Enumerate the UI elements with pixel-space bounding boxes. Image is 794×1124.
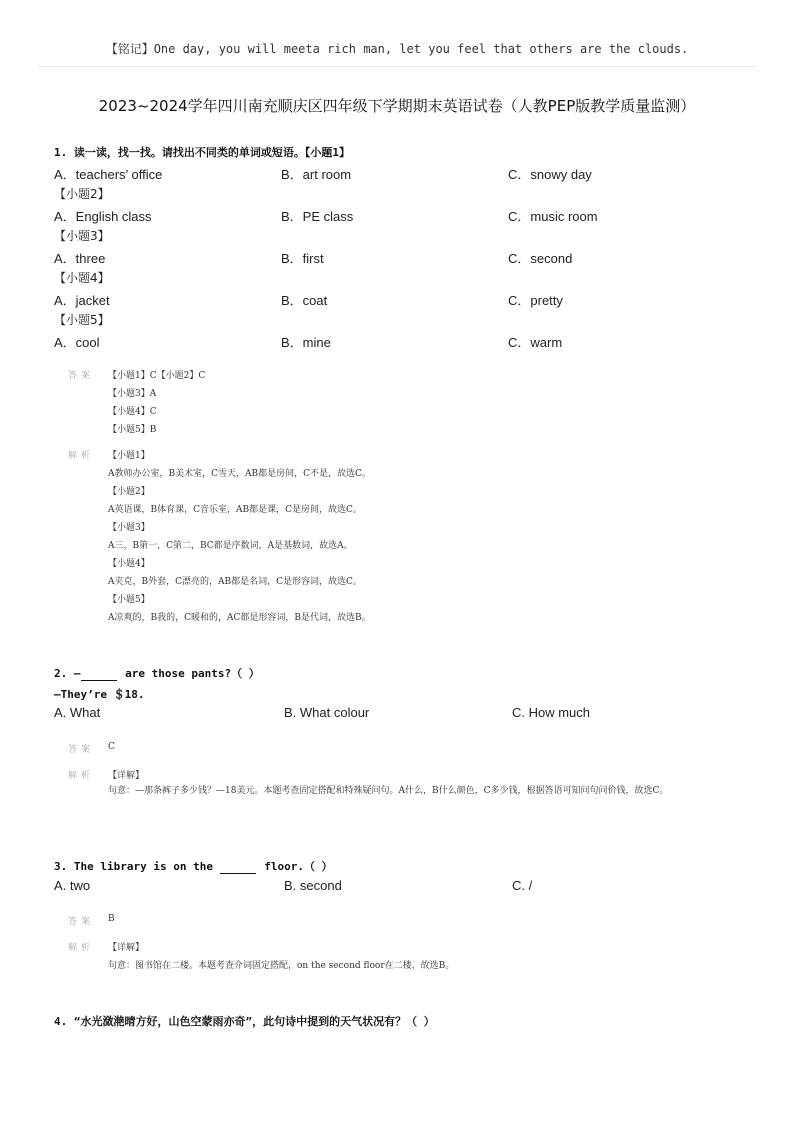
q2-heading-suffix: are those pants?（ ） [125,667,260,680]
q2-option-c: C. How much [512,705,591,720]
q3-option-a: A. two [54,878,91,893]
q1-analysis-line: 【小题5】 [108,595,150,605]
q3-option-c: C. / [512,878,533,893]
q1-answer-line-3: 【小题4】C [108,407,157,417]
page-title: 2023~2024学年四川南充顺庆区四年级下学期期末英语试卷（人教PEP版教学质量监测） [98,97,696,115]
q2-answer-label: 答案 [68,745,95,755]
q2-reply-line: —They’re ＄18. [54,688,145,701]
q1-analysis-line: A三，B第一，C第二，BC都是序数词，A是基数词，故选A。 [108,541,353,551]
q3-analysis-label: 解析 [68,943,95,953]
q1-3-option-c: C．second [508,251,573,266]
q1-answer-line-4: 【小题5】B [108,425,157,435]
q1-5-option-c: C．warm [508,335,563,350]
q2-detail-tag: 【详解】 [108,771,145,781]
q1-4-option-b: B．coat [281,293,328,308]
q1-analysis-line: 【小题2】 [108,487,150,497]
q1-2-tag: 【小题2】 [54,187,110,201]
q1-answer-label: 答案 [68,371,95,381]
q4-heading: 4. “水光潋滟晴方好，山色空蒙雨亦奇”，此句诗中提到的天气状况有？（ ） [54,1015,435,1028]
q1-2-option-c: C．music room [508,209,598,224]
q1-analysis-line: A英语课，B体育课，C音乐室，AB都是课，C是房间，故选C。 [108,505,362,515]
q1-5-option-a: A．cool [54,335,100,350]
q2-answer-value: C [108,742,115,752]
q1-5-option-b: B．mine [281,335,331,350]
q1-analysis-line: A夹克，B外套，C漂亮的，AB都是名词，C是形容词，故选C。 [108,577,362,587]
q1-analysis-line: A凉爽的，B我的，C暖和的，AC都是形容词，B是代词，故选B。 [108,613,371,623]
motto-banner: 【铭记】One day, you will meeta rich man, let you feel that others are the clouds. [105,42,689,56]
q1-3-option-b: B．first [281,251,324,266]
q2-analysis-label: 解析 [68,771,95,781]
q1-analysis-label: 解析 [68,451,95,461]
q1-1-option-b: B．art room [281,167,352,182]
q1-analysis-line: 【小题4】 [108,559,150,569]
q1-4-tag: 【小题4】 [54,271,110,285]
q3-heading-prefix: 3. The library is on the [54,860,213,873]
q3-detail-tag: 【详解】 [108,943,145,953]
q2-heading-prefix: 2. — [54,667,81,680]
q1-2-option-a: A．English class [54,209,152,224]
header-divider [38,66,756,67]
q1-3-tag: 【小题3】 [54,229,110,243]
q3-heading [54,858,333,874]
q2-heading [54,665,260,681]
q1-5-tag: 【小题5】 [54,313,110,327]
q1-answer-line-1: 【小题1】C【小题2】C [108,371,206,381]
q1-1-option-a: A．teachers’ office [54,167,163,182]
q1-analysis-line: 【小题3】 [108,523,150,533]
q3-answer-label: 答案 [68,917,95,927]
q1-1-option-c: C．snowy day [508,167,592,182]
q3-heading-suffix: floor.（ ） [264,860,333,873]
q1-4-option-a: A．jacket [54,293,110,308]
q3-explanation: 句意：图书馆在二楼。本题考查介词固定搭配，on the second floor在二楼，故选B。 [108,961,455,971]
q1-analysis-line: 【小题1】 [108,451,150,461]
q1-4-option-c: C．pretty [508,293,563,308]
q1-analysis-line: A教师办公室，B美术室，C雪天，AB都是房间，C不是，故选C。 [108,469,371,479]
q2-option-a: A. What [54,705,101,720]
q2-explanation: 句意：—那条裤子多少钱？—18美元。本题考查固定搭配和特殊疑问句。A什么，B什么颜色，C多少钱，根据答语可知问句问价钱，故选C。 [108,786,669,796]
q3-option-b: B. second [284,878,342,893]
q3-answer-blank [220,873,256,874]
q1-answer-line-2: 【小题3】A [108,389,157,399]
q2-option-b: B. What colour [284,705,370,720]
q1-2-option-b: B．PE class [281,209,354,224]
q3-answer-value: B [108,914,115,924]
q1-heading: 1. 读一读，找一找。请找出不同类的单词或短语。【小题1】 [54,146,350,159]
q2-answer-blank [81,680,117,681]
q1-3-option-a: A．three [54,251,106,266]
